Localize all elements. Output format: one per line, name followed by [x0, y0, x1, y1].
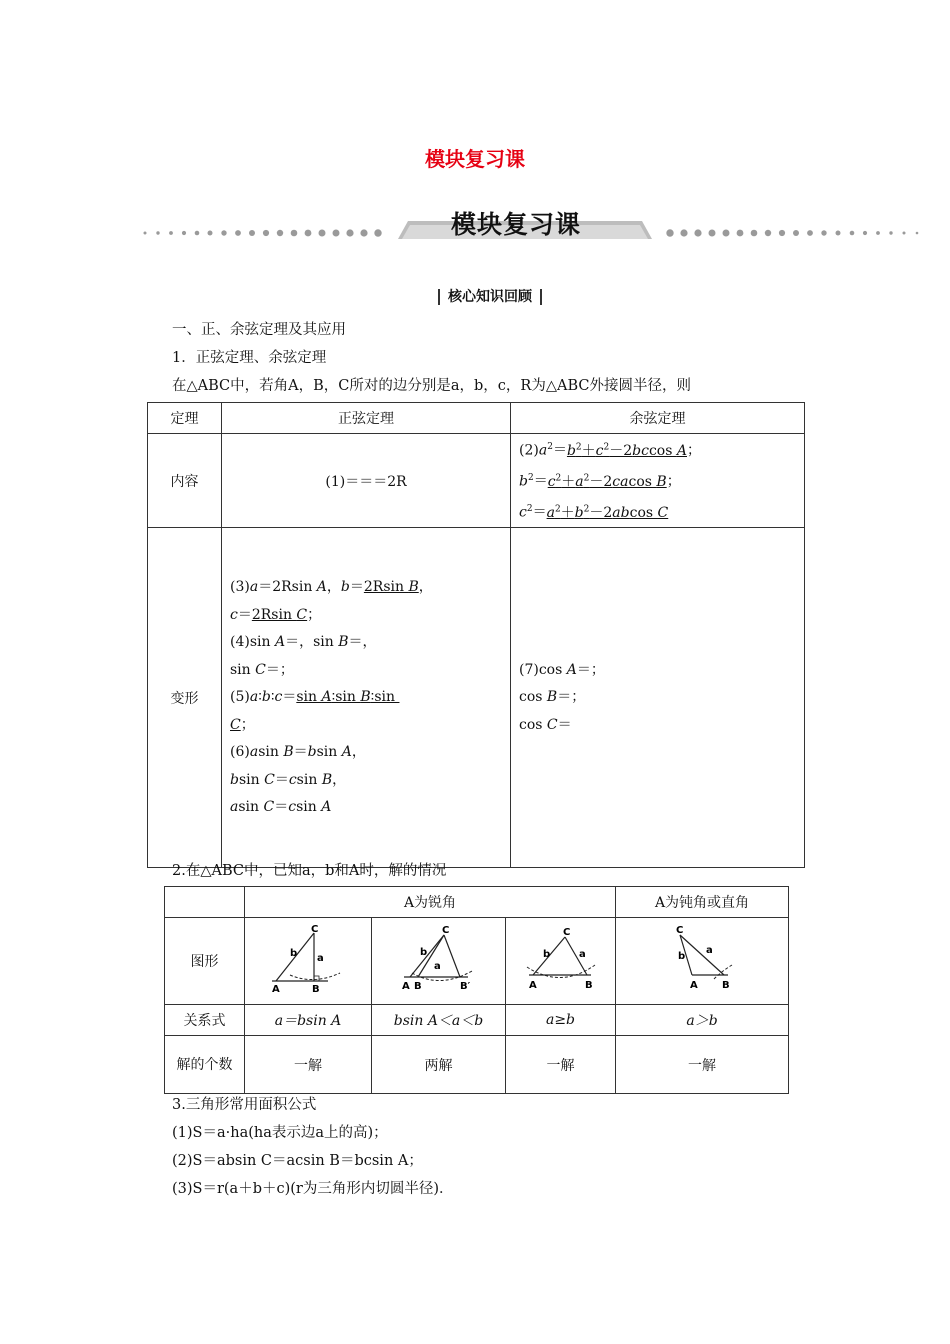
header-obtuse: A为钝角或直角 [616, 887, 789, 918]
banner-title: 模块复习课 [450, 210, 581, 239]
svg-text:B: B [722, 980, 730, 991]
relation-2: bsin A＜a＜b [372, 1005, 506, 1036]
header-acute: A为锐角 [245, 887, 616, 918]
header-empty [165, 887, 245, 918]
cosine-law-variants: (7)cos A＝； cos B＝； cos C＝ [511, 528, 805, 868]
intro-text: 在△ABC中，若角A，B，C所对的边分别是a，b，c，R为△ABC外接圆半径，则 [172, 378, 691, 394]
triangle-figure-1 [268, 923, 348, 995]
row-count-label: 解的个数 [165, 1036, 245, 1094]
relation-4: a＞b [616, 1005, 789, 1036]
svg-text:B: B [413, 981, 422, 992]
triangle-figure-3 [521, 923, 601, 995]
svg-text:b: b [542, 949, 550, 960]
svg-text:C: C [562, 927, 570, 938]
section-banner [140, 203, 930, 243]
header-sine-law: 正弦定理 [222, 403, 511, 434]
count-4: 一解 [616, 1036, 789, 1094]
svg-text:b: b [290, 948, 298, 959]
svg-text:B: B [584, 980, 593, 991]
svg-text:A: A [690, 980, 698, 991]
area-formula-3: (3)S＝r(a＋b＋c)(r为三角形内切圆半径)． [172, 1181, 454, 1197]
figure-obtuse [616, 918, 789, 1005]
cosine-law-content: $(2)a^2=b^2+c^2-2bccos$ A； $b^2=c^2+a^2-2cacos$ B； $c^2=a^2+b^2-2abcos$ C [511, 434, 805, 528]
svg-text:b: b [678, 951, 686, 962]
svg-text:C: C [441, 925, 449, 936]
svg-text:A: A [401, 981, 410, 992]
subheading-3: 3.三角形常用面积公式 [172, 1097, 317, 1113]
svg-text:C: C [676, 925, 684, 936]
figure-one-solution-ageb [506, 918, 616, 1005]
count-2: 两解 [372, 1036, 506, 1094]
count-1: 一解 [245, 1036, 372, 1094]
solutions-table [164, 886, 789, 1094]
figure-one-solution-right [245, 918, 372, 1005]
sine-law-content: (1)＝＝＝2R [222, 434, 511, 528]
relation-3: a≥b [506, 1005, 616, 1036]
svg-text:a: a [706, 945, 713, 956]
heading-1: 一、正、余弦定理及其应用 [172, 322, 346, 338]
svg-text:a: a [317, 953, 324, 964]
section-label [0, 286, 950, 306]
row-figure-label: 图形 [165, 918, 245, 1005]
sine-law-variants: (3)a＝2Rsin A，b＝2Rsin B， c＝2Rsin C； (4)sin A＝，sin B＝， sin C＝； (5)a∶b∶c＝sin A∶sin B∶sin C； (6)asin B＝bsin A， bsin C＝csin B， asin C＝csin A [222, 528, 511, 868]
svg-text:C: C [311, 924, 319, 935]
count-3: 一解 [506, 1036, 616, 1094]
svg-text:A: A [528, 980, 537, 991]
page-title: 模块复习课 [425, 147, 525, 171]
svg-text:a: a [578, 949, 586, 960]
area-formula-1: (1)S＝a·ha(ha表示边a上的高)； [172, 1125, 388, 1141]
svg-text:B: B [312, 984, 320, 995]
row-relation-label: 关系式 [165, 1005, 245, 1036]
relation-1: a＝bsin A [245, 1005, 372, 1036]
subheading-2: 2.在△ABC中，已知a，b和A时，解的情况 [172, 863, 447, 879]
svg-text:a: a [433, 961, 441, 972]
header-theorem: 定理 [148, 403, 222, 434]
header-cosine-law: 余弦定理 [511, 403, 805, 434]
area-formula-2: (2)S＝absin C＝acsin B＝bcsin A； [172, 1153, 423, 1169]
theorem-table [147, 402, 805, 868]
triangle-figure-4 [662, 923, 742, 995]
row-content-label: 内容 [148, 434, 222, 528]
triangle-figure-2 [394, 923, 484, 995]
svg-text:B′: B′ [459, 981, 470, 992]
figure-two-solutions [372, 918, 506, 1005]
svg-text:b: b [419, 947, 427, 958]
section-label-text: 核心知识回顾 [438, 289, 542, 305]
row-variant-label: 变形 [148, 528, 222, 868]
svg-text:A: A [272, 984, 280, 995]
subheading-1: 1．正弦定理、余弦定理 [172, 350, 327, 366]
